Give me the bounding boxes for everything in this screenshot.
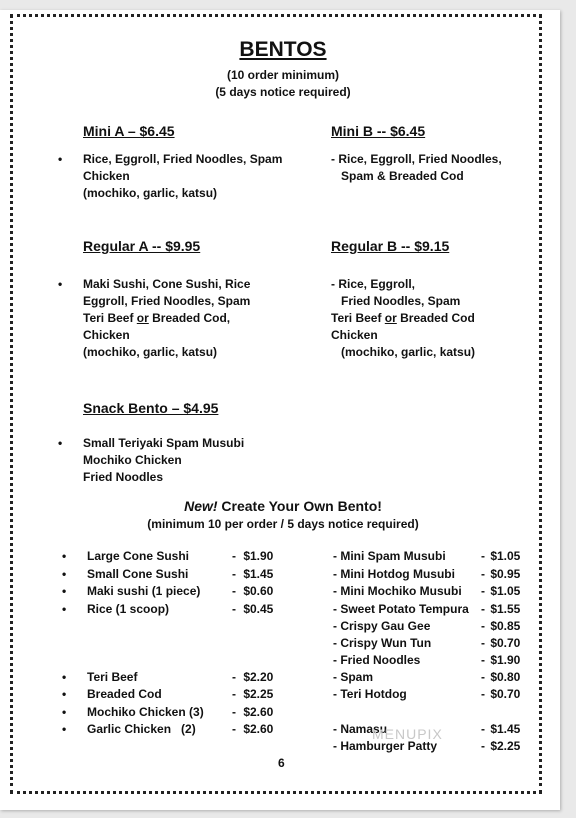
watermark-logo: MENUPIX <box>372 726 443 742</box>
menu-item-name: - Hamburger Patty <box>333 739 438 753</box>
bullet-icon: • <box>62 722 67 736</box>
mini-a-items <box>83 151 282 202</box>
bullet-icon: • <box>58 277 63 291</box>
page-title: BENTOS <box>239 38 327 61</box>
menu-item-price: - $1.05 <box>481 584 521 598</box>
bullet-icon: • <box>62 705 67 719</box>
menu-item-name: - Mini Spam Musubi <box>333 549 446 563</box>
menu-item-name: Breaded Cod <box>87 687 162 701</box>
regular-b-line <box>331 310 475 327</box>
regular-b-line: Fried Noodles, Spam <box>341 294 461 308</box>
bullet-icon: • <box>62 584 67 598</box>
bullet-icon: • <box>62 602 67 616</box>
bullet-icon: • <box>58 436 63 450</box>
regular-b-line: - Rice, Eggroll, <box>331 277 416 291</box>
mini-b-line: Spam & Breaded Cod <box>341 169 464 183</box>
line-part: or <box>136 311 149 325</box>
menu-item-price: - $2.60 <box>232 722 274 736</box>
snack-bento-heading: Snack Bento – $4.95 <box>83 400 219 416</box>
create-your-own-title <box>0 498 566 514</box>
menu-item-name: Mochiko Chicken (3) <box>87 705 204 719</box>
bullet-icon: • <box>62 687 67 701</box>
mini-b-heading: Mini B -- $6.45 <box>331 123 426 139</box>
bullet-icon: • <box>62 567 67 581</box>
mini-a-line: Rice, Eggroll, Fried Noodles, Spam <box>83 152 283 166</box>
bullet-icon: • <box>62 670 67 684</box>
mini-b-items <box>331 151 502 185</box>
menu-item-name: - Spam <box>333 670 374 684</box>
menu-item-price: - $1.90 <box>232 549 274 563</box>
menu-item-price: - $1.90 <box>481 653 521 667</box>
menu-item-price: - $0.95 <box>481 567 521 581</box>
mini-a-line: Chicken <box>83 169 130 183</box>
regular-a-line: (mochiko, garlic, katsu) <box>83 345 218 359</box>
snack-line: Fried Noodles <box>83 470 164 484</box>
menu-item-price: - $1.45 <box>481 722 521 736</box>
menu-item-price: - $1.05 <box>481 549 521 563</box>
line-part: Breaded Cod <box>396 311 475 325</box>
regular-b-line: Chicken <box>331 328 378 342</box>
snack-line: Mochiko Chicken <box>83 453 182 467</box>
regular-b-line: (mochiko, garlic, katsu) <box>341 345 476 359</box>
snack-line: Small Teriyaki Spam Musubi <box>83 436 245 450</box>
create-your-own-note: (minimum 10 per order / 5 days notice required) <box>147 517 419 531</box>
line-part: Breaded Cod, <box>148 311 231 325</box>
menu-item-name: - Crispy Wun Tun <box>333 636 432 650</box>
regular-b-items <box>331 276 475 361</box>
menu-item-name: - Sweet Potato Tempura <box>333 602 469 616</box>
bullet-icon: • <box>58 152 63 166</box>
menu-item-name: - Teri Hotdog <box>333 687 407 701</box>
menu-item-name: - Mini Hotdog Musubi <box>333 567 455 581</box>
regular-a-line: Maki Sushi, Cone Sushi, Rice <box>83 277 251 291</box>
menu-item-name: - Mini Mochiko Musubi <box>333 584 462 598</box>
menu-item-name: - Namasu <box>333 722 388 736</box>
menu-item-price: - $0.85 <box>481 619 521 633</box>
menu-item-price: - $2.25 <box>481 739 521 753</box>
menu-item-name: Maki sushi (1 piece) <box>87 584 201 598</box>
line-part: or <box>384 311 397 325</box>
menu-item-price: - $2.25 <box>232 687 274 701</box>
regular-a-line: Chicken <box>83 328 130 342</box>
notice-note: (5 days notice required) <box>215 85 351 99</box>
new-label: New! <box>184 498 218 514</box>
regular-a-heading: Regular A -- $9.95 <box>83 238 201 254</box>
menu-item-price: - $0.70 <box>481 636 521 650</box>
menu-item-price: - $1.55 <box>481 602 521 616</box>
menu-item-price: - $1.45 <box>232 567 274 581</box>
create-title-text: Create Your Own Bento! <box>217 498 382 514</box>
menu-item-price: - $2.60 <box>232 705 274 719</box>
page-number: 6 <box>278 756 285 770</box>
order-minimum-note: (10 order minimum) <box>226 68 340 82</box>
menu-item-name: Large Cone Sushi <box>87 549 190 563</box>
bullet-icon: • <box>62 549 67 563</box>
mini-b-line: - Rice, Eggroll, Fried Noodles, <box>331 152 502 166</box>
menu-item-price: - $2.20 <box>232 670 274 684</box>
regular-b-heading: Regular B -- $9.15 <box>331 238 450 254</box>
regular-a-line <box>83 310 250 327</box>
mini-a-heading: Mini A – $6.45 <box>83 123 175 139</box>
menu-item-name: - Fried Noodles <box>333 653 421 667</box>
menu-item-name: Teri Beef <box>87 670 138 684</box>
mini-a-line: (mochiko, garlic, katsu) <box>83 186 218 200</box>
regular-a-items <box>83 276 250 361</box>
menu-item-name: Garlic Chicken (2) <box>87 722 196 736</box>
regular-a-line: Eggroll, Fried Noodles, Spam <box>83 294 251 308</box>
menu-item-name: Rice (1 scoop) <box>87 602 170 616</box>
menu-item-price: - $0.70 <box>481 687 521 701</box>
menu-item-name: Small Cone Sushi <box>87 567 189 581</box>
menu-item-name: - Crispy Gau Gee <box>333 619 431 633</box>
menu-item-price: - $0.45 <box>232 602 274 616</box>
snack-bento-items <box>83 435 244 486</box>
line-part: Teri Beef <box>83 311 137 325</box>
menu-item-price: - $0.60 <box>232 584 274 598</box>
line-part: Teri Beef <box>331 311 385 325</box>
menu-item-price: - $0.80 <box>481 670 521 684</box>
